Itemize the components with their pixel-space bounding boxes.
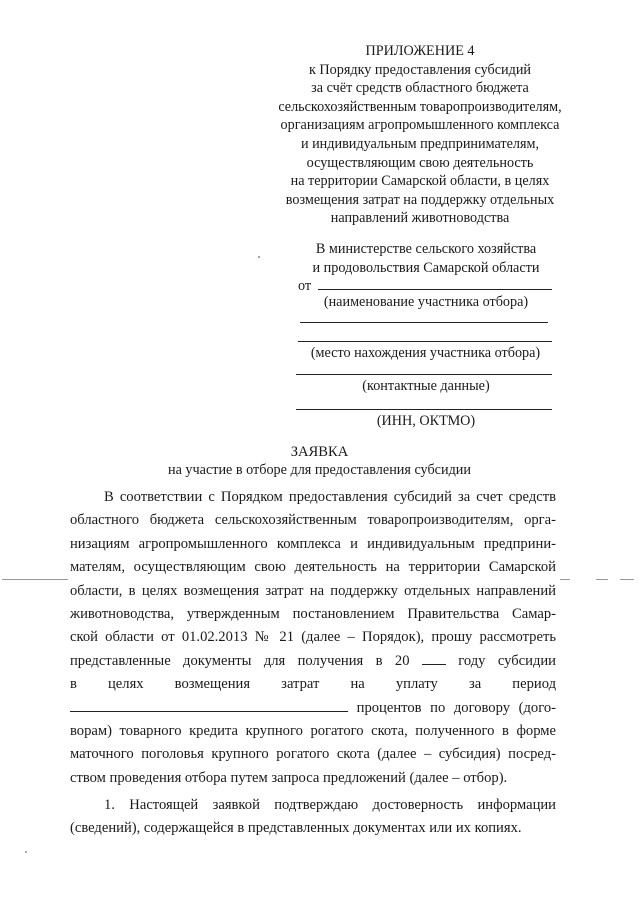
body-line-interest xyxy=(70,697,556,720)
application-subtitle: на участие в отборе для предоставления субсидии xyxy=(168,462,471,478)
application-title: ЗАЯВКА xyxy=(290,444,349,460)
appendix-line: за счёт средств областного бюджета xyxy=(311,80,529,97)
scan-artifact-line xyxy=(620,579,634,580)
ministry-line-2: и продовольствия Самарской области xyxy=(312,259,540,276)
interest-text: процентов по договору (дого- xyxy=(356,699,556,716)
appendix-line: и индивидуальным предпринимателям, xyxy=(300,135,540,152)
ministry-line-1: В министерстве сельского хозяйства xyxy=(315,241,537,257)
scan-speck xyxy=(258,256,260,258)
inn-field[interactable] xyxy=(296,409,552,410)
body-line: ворам) товарного кредита крупного рогатого скота, полученного в форме xyxy=(70,722,556,739)
caption-inn: (ИНН, ОКТМО) xyxy=(376,413,476,429)
scan-artifact-line xyxy=(560,579,570,580)
participant-name-field-2[interactable] xyxy=(300,322,548,323)
body-line: областного бюджета сельскохозяйственным товаропроизводителям, орга- xyxy=(70,512,556,529)
caption-location: (место нахождения участника отбора) xyxy=(310,345,541,361)
caption-participant-name: (наименование участника отбора) xyxy=(323,294,529,310)
body-line-year xyxy=(70,650,556,673)
application-body xyxy=(70,486,556,841)
appendix-header xyxy=(250,42,590,228)
body-line: мателям, осуществляющим свою деятельность на территории Самарской xyxy=(70,559,556,576)
body-line: маточного поголовья крупного рогатого скота (далее – субсидия) посред- xyxy=(70,746,556,763)
appendix-line: на территории Самарской области, в целях xyxy=(290,173,550,190)
from-label: от xyxy=(298,278,312,295)
appendix-line: возмещения затрат на поддержку отдельных xyxy=(285,191,555,208)
scan-artifact-line xyxy=(596,579,608,580)
scan-speck xyxy=(25,851,27,853)
participant-name-field[interactable] xyxy=(318,289,552,290)
body-line: низациям агропромышленного комплекса и индивидуальным предприни- xyxy=(70,535,556,552)
body-line: ской области от 01.02.2013 № 21 (далее – Порядок), прошу рассмотреть xyxy=(70,629,556,646)
contacts-field[interactable] xyxy=(296,374,552,375)
body-line: ством проведения отбора путем запроса предложений (далее – отбор). xyxy=(70,769,508,786)
body-line: области, в целях возмещения затрат на поддержку отдельных направлений xyxy=(70,582,556,599)
appendix-line: сельскохозяйственным товаропроизводителям, xyxy=(278,98,562,115)
year-field[interactable] xyxy=(422,652,446,665)
location-field[interactable] xyxy=(298,341,552,342)
appendix-line: направлений животноводства xyxy=(330,210,510,227)
appendix-line: осуществляющим свою деятельность xyxy=(306,154,534,171)
body-line: животноводства, утвержденным постановлением Правительства Самар- xyxy=(70,605,556,622)
item1-line: 1. Настоящей заявкой подтверждаю достоверность информации xyxy=(104,797,556,814)
period-field[interactable] xyxy=(70,699,348,712)
year-text-before: представленные документы для получения в 20 xyxy=(70,652,410,669)
year-text-after: году субсидии xyxy=(458,652,556,669)
item1-line: (сведений), содержащейся в представленных документах или их копиях. xyxy=(70,820,522,837)
caption-contacts: (контактные данные) xyxy=(362,378,490,394)
appendix-line: к Порядку предоставления субсидий xyxy=(308,61,532,78)
addressee-block xyxy=(296,240,556,296)
appendix-title: ПРИЛОЖЕНИЕ 4 xyxy=(365,43,475,59)
appendix-line: организациям агропромышленного комплекса xyxy=(280,117,560,134)
scan-artifact-line xyxy=(2,579,68,580)
body-line: В соответствии с Порядком предоставления субсидий за счет средств xyxy=(104,489,556,505)
body-line-period: в целях возмещения затрат на уплату за период xyxy=(70,676,556,693)
